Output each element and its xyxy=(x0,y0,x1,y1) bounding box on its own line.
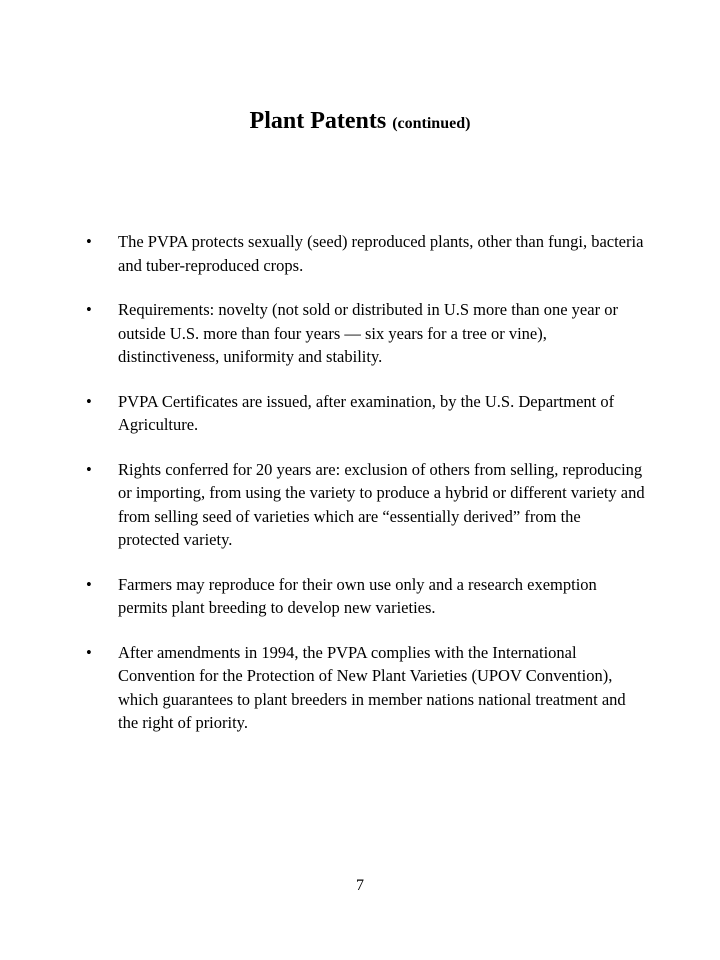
bullet-icon: • xyxy=(86,459,92,479)
bullet-text: Requirements: novelty (not sold or distributed in U.S more than one year or outside U.S. more than four years — six years for a tree or vine), distinctiveness, uniformity and stability. xyxy=(118,300,618,366)
page-title-text: Plant Patents xyxy=(249,108,387,134)
bullet-text: Rights conferred for 20 years are: exclusion of others from selling, reproducing or importing, from using the variety to produce a hybrid or different variety and from selling seed of varieties which are “essentially derived” from the protected variety. xyxy=(118,459,645,549)
bullet-item xyxy=(86,230,646,277)
bullet-item xyxy=(86,458,646,552)
bullet-list xyxy=(86,230,646,756)
page-title xyxy=(0,106,720,139)
bullet-item xyxy=(86,390,646,437)
bullet-icon: • xyxy=(86,232,92,251)
bullet-text: Farmers may reproduce for their own use only and a research exemption permits plant breeding to develop new varieties. xyxy=(118,574,597,617)
bullet-item xyxy=(86,573,646,620)
bullet-icon: • xyxy=(86,574,92,594)
bullet-text: After amendments in 1994, the PVPA complies with the International Convention for the Protection of New Plant Varieties (UPOV Convention), which guarantees to plant breeders in member nations national treatment and the right of priority. xyxy=(118,642,626,732)
bullet-text: The PVPA protects sexually (seed) reproduced plants, other than fungi, bacteria and tuber-reproduced crops. xyxy=(118,232,644,275)
page-number: 7 xyxy=(356,877,364,894)
bullet-item xyxy=(86,298,646,369)
bullet-item xyxy=(86,641,646,735)
bullet-text: PVPA Certificates are issued, after examination, by the U.S. Department of Agriculture. xyxy=(118,391,615,434)
bullet-icon: • xyxy=(86,642,92,662)
bullet-icon: • xyxy=(86,391,92,411)
bullet-icon: • xyxy=(86,300,92,319)
page-title-suffix: (continued) xyxy=(392,115,471,132)
